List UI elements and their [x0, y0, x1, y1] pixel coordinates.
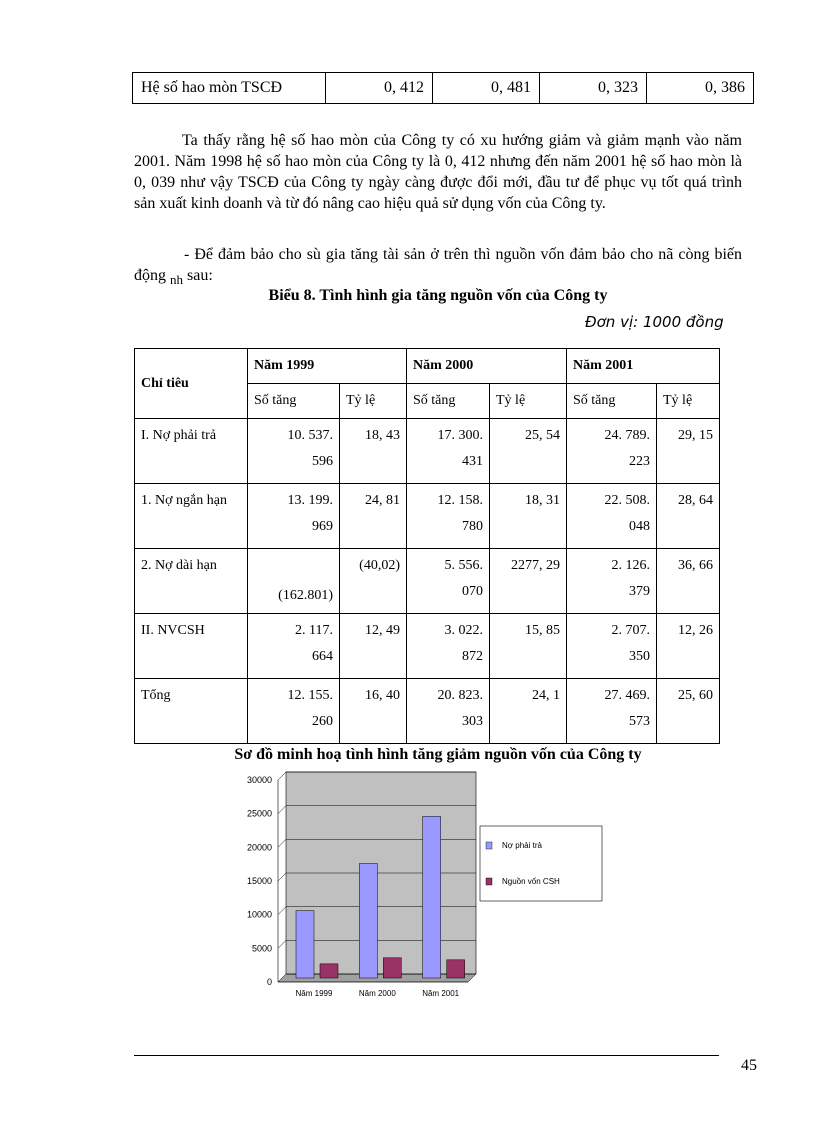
page-number: 45	[741, 1057, 757, 1074]
table-cell: 28, 64	[657, 484, 720, 549]
table-cell: 0, 481	[433, 73, 540, 104]
table-cell: (40,02)	[340, 549, 407, 614]
legend	[480, 826, 602, 901]
footer-divider	[134, 1055, 719, 1056]
row-label: 2. Nợ dài hạn	[135, 549, 248, 614]
sub-header: Tỷ lệ	[340, 384, 407, 419]
row-label: Hệ số hao mòn TSCĐ	[133, 73, 326, 104]
table-cell: 2. 707. 350	[567, 614, 657, 679]
table-cell: 18, 31	[490, 484, 567, 549]
bar-nguon-von-csh	[320, 964, 338, 978]
legend-label: Nguồn vốn CSH	[502, 877, 560, 886]
legend-label: Nợ phải trả	[502, 841, 542, 850]
sub-header: Số tăng	[567, 384, 657, 419]
unit-label: Đơn vị: 1000 đồng	[585, 313, 724, 331]
table-cell: 12. 155. 260	[248, 679, 340, 744]
table-cell: 25, 54	[490, 419, 567, 484]
x-tick-label: Năm 2001	[422, 989, 460, 998]
table-cell: 17. 300. 431	[407, 419, 490, 484]
table-cell: 16, 40	[340, 679, 407, 744]
table-cell: 27. 469. 573	[567, 679, 657, 744]
y-tick-label: 20000	[246, 842, 272, 853]
year-header: Năm 2001	[567, 349, 720, 384]
sub-header: Số tăng	[407, 384, 490, 419]
table-cell: 18, 43	[340, 419, 407, 484]
table-cell: (162.801)	[248, 549, 340, 614]
table-cell: 29, 15	[657, 419, 720, 484]
y-tick-label: 30000	[246, 775, 272, 785]
table-body	[135, 419, 720, 744]
table-cell: 0, 323	[540, 73, 647, 104]
paragraph-intro	[134, 244, 742, 286]
legend-swatch	[486, 842, 492, 849]
bar-no-phai-tra	[423, 816, 441, 978]
table-cell: 2. 126. 379	[567, 549, 657, 614]
bar-no-phai-tra	[296, 911, 314, 978]
x-tick-label: Năm 1999	[295, 989, 333, 998]
sub-header: Tỷ lệ	[657, 384, 720, 419]
sub-header: Tỷ lệ	[490, 384, 567, 419]
bar-nguon-von-csh	[447, 960, 465, 978]
table-row	[133, 73, 754, 104]
y-tick-label: 5000	[251, 943, 272, 954]
sub-header: Số tăng	[248, 384, 340, 419]
bar-no-phai-tra	[359, 864, 377, 978]
table-cell: 3. 022. 872	[407, 614, 490, 679]
paragraph-intro-sub: nh	[170, 272, 183, 287]
y-tick-label: 0	[266, 977, 272, 987]
legend-swatch	[486, 878, 492, 885]
table-cell: 20. 823. 303	[407, 679, 490, 744]
table-cell: 0, 386	[647, 73, 754, 104]
table-cell: 0, 412	[326, 73, 433, 104]
table-cell: 2277, 29	[490, 549, 567, 614]
table-row	[135, 484, 720, 549]
row-label: Tổng	[135, 679, 248, 744]
table-cell: 5. 556. 070	[407, 549, 490, 614]
row-label: 1. Nợ ngắn hạn	[135, 484, 248, 549]
table-title: Biểu 8. Tình hình gia tăng nguồn vốn của Công ty	[268, 287, 608, 304]
paragraph-intro-tail: sau:	[187, 267, 213, 284]
capital-table	[134, 348, 720, 744]
table-cell: 24, 1	[490, 679, 567, 744]
table-cell: 12. 158. 780	[407, 484, 490, 549]
table-cell: 24. 789. 223	[567, 419, 657, 484]
col-header: Chỉ tiêu	[135, 349, 248, 419]
table-row	[135, 419, 720, 484]
table-cell: 13. 199. 969	[248, 484, 340, 549]
table-header-row	[135, 349, 720, 384]
table-cell: 12, 26	[657, 614, 720, 679]
y-tick-label: 15000	[246, 876, 272, 886]
bar-nguon-von-csh	[383, 958, 401, 978]
x-tick-label: Năm 2000	[358, 989, 396, 998]
table-cell: 12, 49	[340, 614, 407, 679]
table-cell: 10. 537. 596	[248, 419, 340, 484]
table-row	[135, 549, 720, 614]
y-tick-label: 25000	[246, 808, 272, 819]
table-cell: 25, 60	[657, 679, 720, 744]
year-header: Năm 2000	[407, 349, 567, 384]
table-cell: 22. 508. 048	[567, 484, 657, 549]
year-header: Năm 1999	[248, 349, 407, 384]
row-label: I. Nợ phải trả	[135, 419, 248, 484]
paragraph-analysis: Ta thấy rằng hệ số hao mòn của Công ty có xu hướng giảm và giảm mạnh vào năm 2001. Năm 1998 hệ số hao mòn của Công ty là 0, 412 nhưng đến năm 2001 hệ số hao mòn là 0, 039 như vậy TSCĐ của Công ty ngày càng được đổi mới, đầu tư để phục vụ tốt quá trình sản xuất kinh doanh và từ đó nâng cao hiệu quả sử dụng vốn của Công ty.	[134, 132, 742, 212]
coefficient-table	[132, 72, 754, 104]
table-row	[135, 614, 720, 679]
table-cell: 2. 117. 664	[248, 614, 340, 679]
chart-title: Sơ đồ minh hoạ tình hình tăng giảm nguồn vốn của Công ty	[234, 746, 642, 763]
capital-chart	[210, 770, 610, 1010]
row-label: II. NVCSH	[135, 614, 248, 679]
table-cell: 15, 85	[490, 614, 567, 679]
table-row	[135, 679, 720, 744]
table-cell: 24, 81	[340, 484, 407, 549]
y-tick-label: 10000	[246, 909, 272, 920]
table-cell: 36, 66	[657, 549, 720, 614]
paragraph-intro-text: - Để đảm bảo cho sù gia tăng tài sản ở trên thì nguồn vốn đảm bảo cho nã còng biến động	[134, 246, 742, 284]
